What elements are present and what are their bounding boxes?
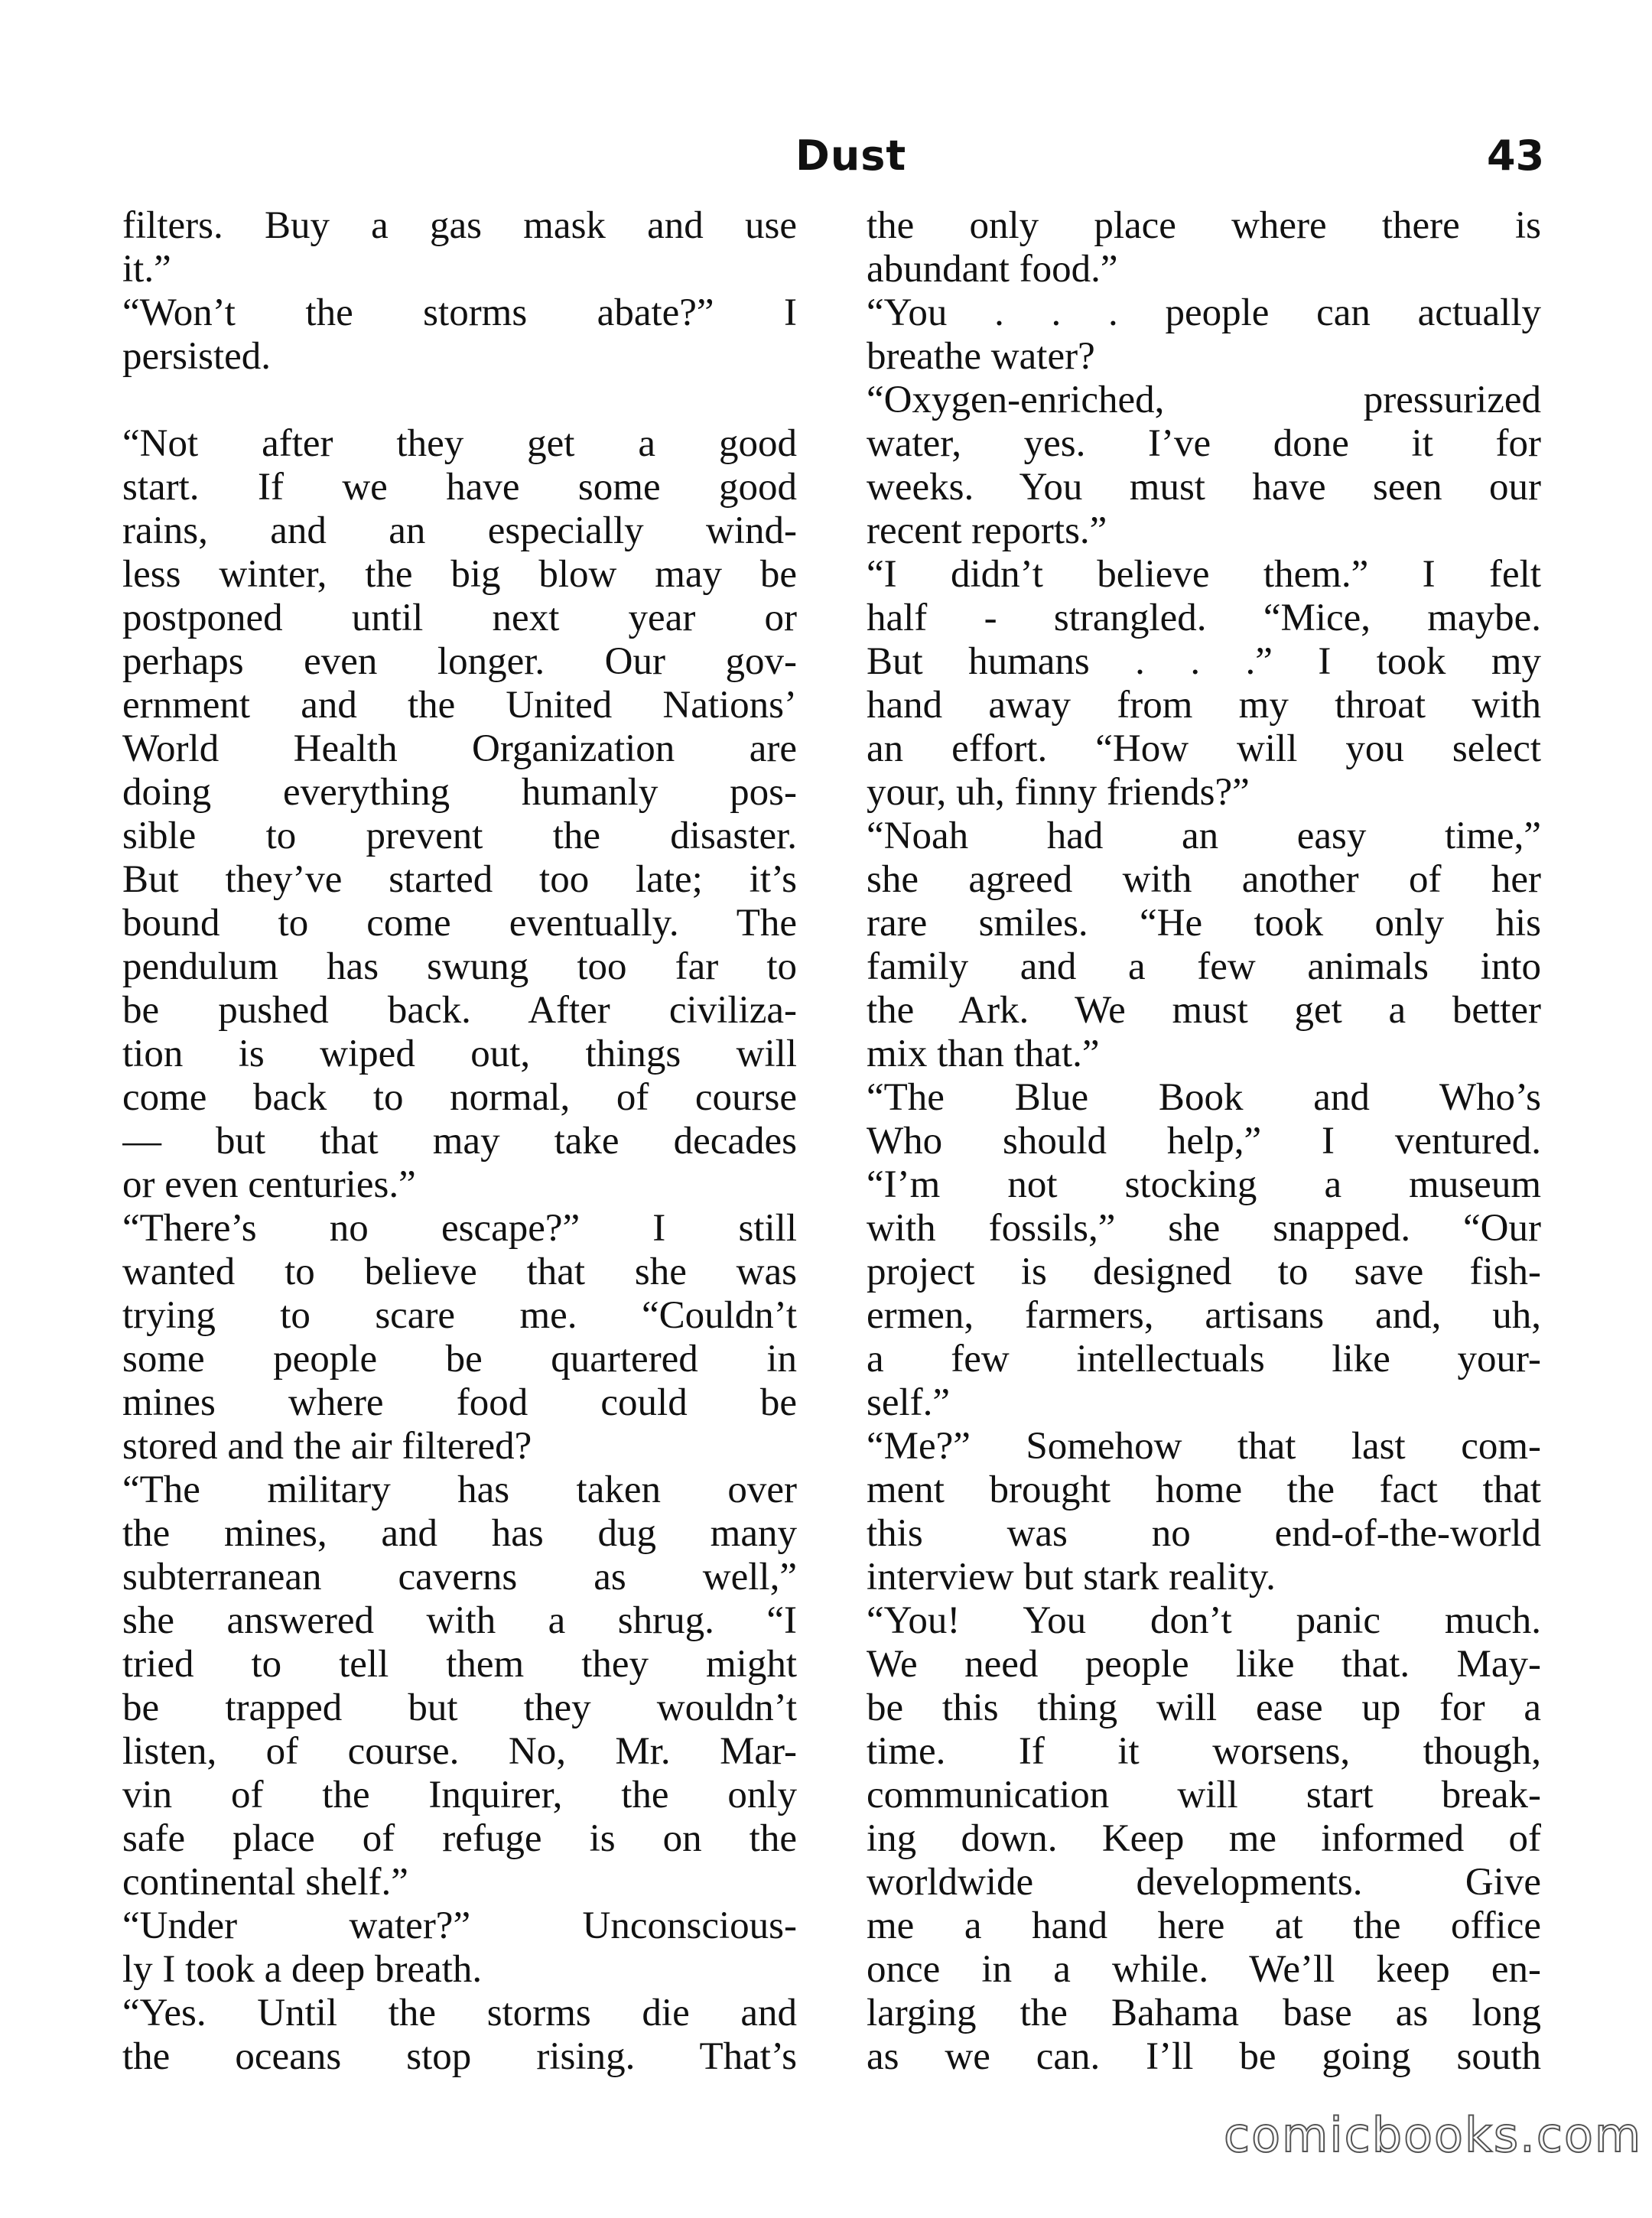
text-line: or even centuries.” [122,1163,416,1206]
text-line: “I didn’t believe them.” I felt [867,553,1541,596]
text-line: But they’ve started too late; it’s [122,858,797,901]
text-line: wanted to believe that she was [122,1250,797,1293]
text-line: the oceans stop rising. That’s [122,2035,797,2078]
text-line: “Won’t the storms abate?” I [122,291,797,334]
text-line: listen, of course. No, Mr. Mar- [122,1730,797,1773]
text-line: doing everything humanly pos- [122,771,797,814]
text-line: “The Blue Book and Who’s [867,1076,1541,1119]
text-line: interview but stark reality. [867,1556,1276,1598]
text-line [122,379,797,422]
watermark-logo: comicbooks.com [1224,2107,1643,2163]
text-line: “You! You don’t panic much. [867,1599,1541,1642]
text-line: “The military has taken over [122,1468,797,1511]
text-line: your, uh, finny friends?” [867,771,1250,814]
text-line: abundant food.” [867,248,1118,291]
text-line: “Oxygen-enriched, pressurized [867,379,1541,421]
page-number: 43 [1487,132,1545,180]
text-line: communication will start break- [867,1774,1541,1816]
text-line: ment brought home the fact that [867,1468,1541,1511]
text-line: be trapped but they wouldn’t [122,1686,797,1729]
text-line: with fossils,” she snapped. “Our [867,1207,1541,1250]
text-line: start. If we have some good [122,466,797,509]
text-line: ernment and the United Nations’ [122,684,797,727]
text-line: project is designed to save fish- [867,1250,1541,1293]
text-line: “You . . . people can actually [867,291,1541,334]
text-line: “Me?” Somehow that last com- [867,1425,1541,1468]
text-line: sible to prevent the disaster. [122,815,797,857]
text-line: worldwide developments. Give [867,1861,1541,1904]
text-line: stored and the air filtered? [122,1425,532,1468]
text-line: “Yes. Until the storms die and [122,1992,797,2034]
text-line: ing down. Keep me informed of [867,1817,1541,1860]
text-line: self.” [867,1381,951,1424]
text-line: family and a few animals into [867,945,1541,988]
text-line: “I’m not stocking a museum [867,1163,1541,1206]
text-line: ermen, farmers, artisans and, uh, [867,1294,1541,1337]
text-line: “Noah had an easy time,” [867,815,1541,857]
text-line: rains, and an especially wind- [122,509,797,552]
text-line: once in a while. We’ll keep en- [867,1948,1541,1991]
text-line: World Health Organization are [122,727,797,770]
text-line: mix than that.” [867,1033,1100,1075]
text-line: — but that may take decades [122,1120,797,1163]
text-line: vin of the Inquirer, the only [122,1774,797,1816]
text-column-left [122,204,797,2079]
text-line: some people be quartered in [122,1338,797,1381]
text-line: tried to tell them they might [122,1643,797,1686]
text-line: be pushed back. After civiliza- [122,989,797,1032]
text-line: pendulum has swung too far to [122,945,797,988]
text-line: it.” [122,248,171,291]
text-line: rare smiles. “He took only his [867,902,1541,945]
text-line: “There’s no escape?” I still [122,1207,797,1250]
text-line: the only place where there is [867,204,1541,247]
text-line: safe place of refuge is on the [122,1817,797,1860]
text-line: a few intellectuals like your- [867,1338,1541,1381]
text-line: water, yes. I’ve done it for [867,422,1541,465]
text-line: less winter, the big blow may be [122,553,797,596]
text-column-right [867,204,1541,2079]
text-line: larging the Bahama base as long [867,1992,1541,2034]
text-line: weeks. You must have seen our [867,466,1541,509]
text-line: recent reports.” [867,509,1107,552]
text-line: an effort. “How will you select [867,727,1541,770]
text-line: be this thing will ease up for a [867,1686,1541,1729]
text-line: mines where food could be [122,1381,797,1424]
text-line: Who should help,” I ventured. [867,1120,1541,1163]
text-line: ly I took a deep breath. [122,1948,483,1991]
text-line: We need people like that. May- [867,1643,1541,1686]
text-line: the mines, and has dug many [122,1512,797,1555]
text-line: continental shelf.” [122,1861,408,1904]
text-line: half - strangled. “Mice, maybe. [867,597,1541,639]
text-line: hand away from my throat with [867,684,1541,727]
text-line: she answered with a shrug. “I [122,1599,797,1642]
text-line: bound to come eventually. The [122,902,797,945]
text-line: subterranean caverns as well,” [122,1556,797,1598]
text-line: filters. Buy a gas mask and use [122,204,797,247]
text-line: But humans . . .” I took my [867,640,1541,683]
text-line: as we can. I’ll be going south [867,2035,1541,2078]
text-line: come back to normal, of course [122,1076,797,1119]
page-header [0,132,1652,193]
text-line: time. If it worsens, though, [867,1730,1541,1773]
text-line: persisted. [122,335,272,378]
text-line: “Under water?” Unconscious- [122,1904,797,1947]
text-line: the Ark. We must get a better [867,989,1541,1032]
text-line: this was no end-of-the-world [867,1512,1541,1555]
text-line: trying to scare me. “Couldn’t [122,1294,797,1337]
text-line: me a hand here at the office [867,1904,1541,1947]
text-line: she agreed with another of her [867,858,1541,901]
text-line: perhaps even longer. Our gov- [122,640,797,683]
text-line: postponed until next year or [122,597,797,639]
text-line: tion is wiped out, things will [122,1033,797,1075]
text-line: “Not after they get a good [122,422,797,465]
text-line: breathe water? [867,335,1095,378]
running-title: Dust [795,132,907,180]
